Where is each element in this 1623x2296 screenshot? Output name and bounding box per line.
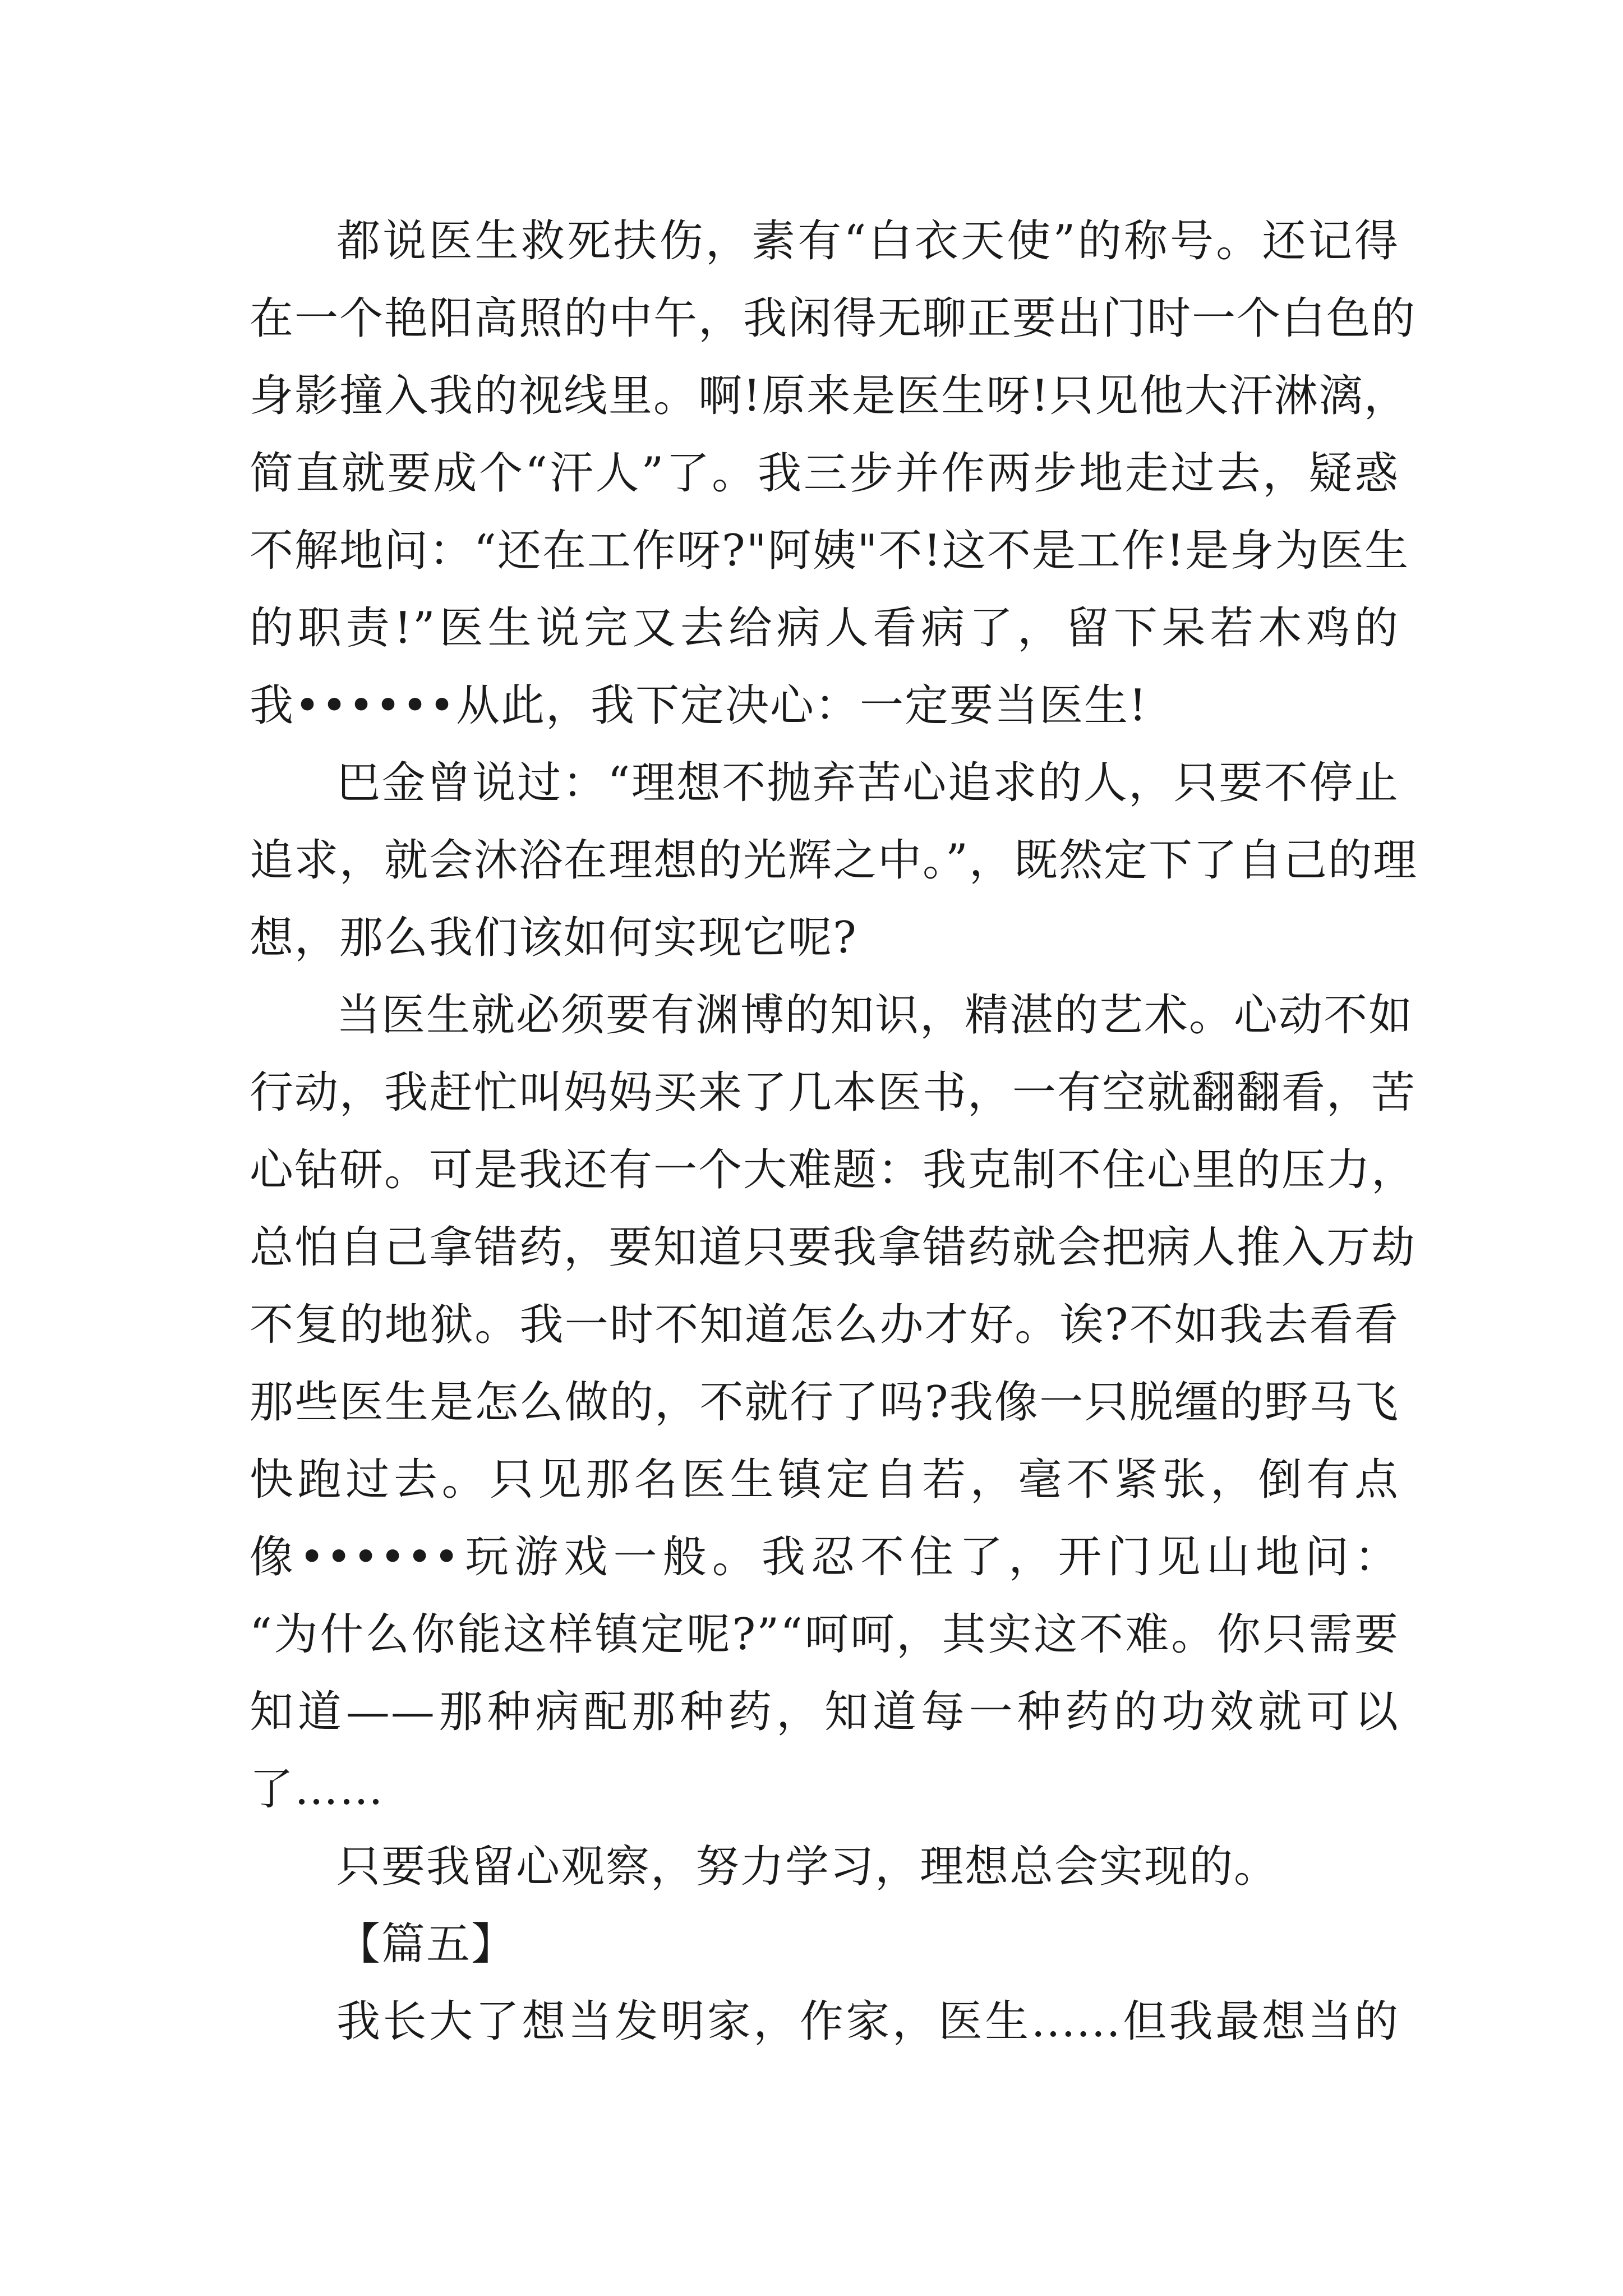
- text-line: 像••••••玩游戏一般。我忍不住了，开门见山地问：: [250, 1532, 1399, 1582]
- text-line: 心钻研。可是我还有一个大难题：我克制不住心里的压力，: [250, 1145, 1417, 1195]
- text-line: 只要我留心观察，努力学习，理想总会实现的。: [336, 1842, 1279, 1892]
- text-line: 了……: [250, 1764, 385, 1815]
- text-line: 那些医生是怎么做的，不就行了吗?我像一只脱缰的野马飞: [250, 1377, 1399, 1428]
- text-line: 都说医生救死扶伤，素有“白衣天使”的称号。还记得: [336, 216, 1399, 266]
- text-line: 快跑过去。只见那名医生镇定自若，毫不紧张，倒有点: [250, 1455, 1399, 1505]
- section-heading: 【篇五】: [336, 1919, 517, 1970]
- text-line: 追求，就会沐浴在理想的光辉之中。”，既然定下了自己的理: [250, 835, 1418, 886]
- text-line: 行动，我赶忙叫妈妈买来了几本医书，一有空就翻翻看，苦: [250, 1068, 1417, 1118]
- text-line: 我••••••从此，我下定决心：一定要当医生!: [250, 680, 1148, 731]
- text-line: 巴金曾说过：“理想不抛弃苦心追求的人，只要不停止: [336, 758, 1399, 808]
- text-line: 身影撞入我的视线里。啊!原来是医生呀!只见他大汗淋漓，: [250, 371, 1409, 421]
- text-line: 我长大了想当发明家，作家，医生......但我最想当的: [336, 1996, 1399, 2047]
- text-line: 简直就要成个“汗人”了。我三步并作两步地走过去，疑惑: [250, 448, 1399, 499]
- text-line: 想，那么我们该如何实现它呢?: [250, 913, 857, 963]
- text-line: 当医生就必须要有渊博的知识，精湛的艺术。心动不如: [336, 990, 1414, 1041]
- text-line: 的职责!”医生说完又去给病人看病了，留下呆若木鸡的: [250, 603, 1399, 654]
- text-line: “为什么你能这样镇定呢?”“呵呵，其实这不难。你只需要: [250, 1609, 1399, 1660]
- text-line: 总怕自己拿错药，要知道只要我拿错药就会把病人推入万劫: [250, 1222, 1417, 1273]
- text-line: 知道——那种病配那种药，知道每一种药的功效就可以: [250, 1687, 1399, 1737]
- text-line: 在一个艳阳高照的中午，我闲得无聊正要出门时一个白色的: [250, 293, 1417, 344]
- text-line: 不解地问：“还在工作呀?"阿姨"不!这不是工作!是身为医生: [250, 526, 1410, 576]
- text-line: 不复的地狱。我一时不知道怎么办才好。诶?不如我去看看: [250, 1300, 1399, 1350]
